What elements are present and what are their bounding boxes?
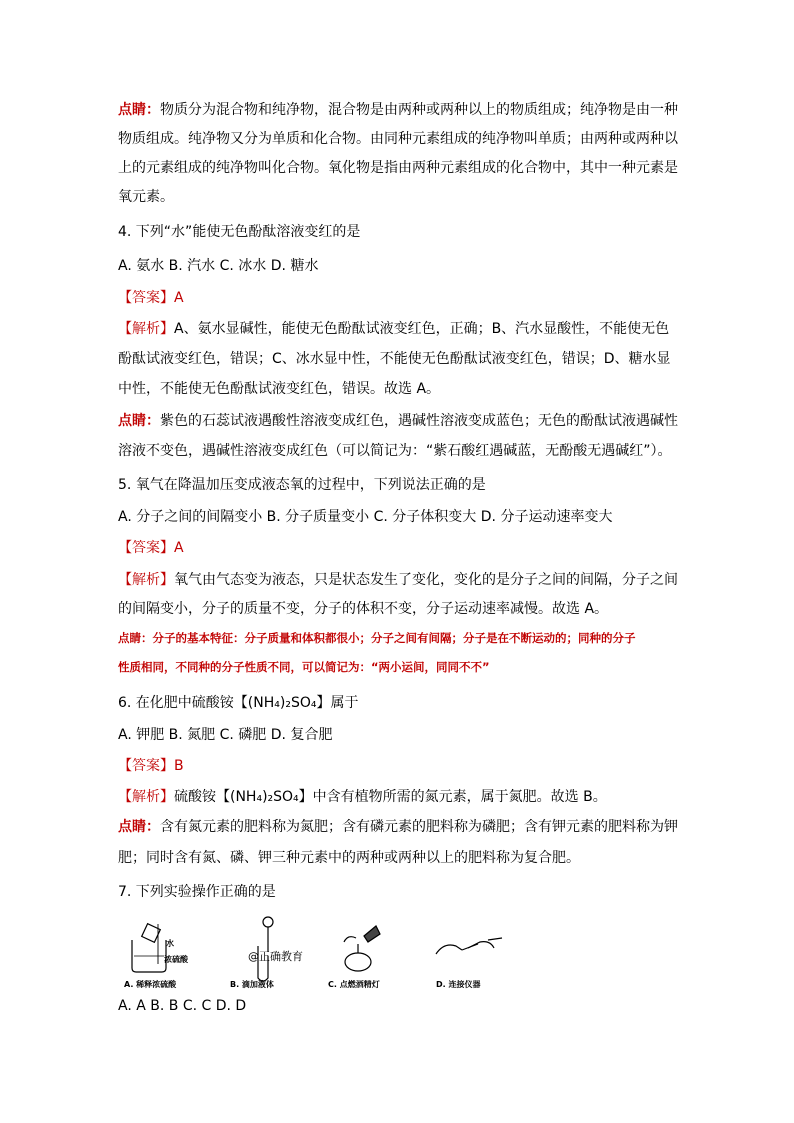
text-span: 7. 下列实验操作正确的是 — [118, 884, 276, 900]
text-span: 【答案】A — [118, 540, 184, 556]
text-span: 【答案】B — [118, 758, 184, 774]
text-line — [118, 882, 276, 902]
text-span: 物质组成。纯净物又分为单质和化合物。由同种元素组成的纯净物叫单质；由两种或两种以 — [118, 131, 678, 147]
figure-a-dilute-acid — [132, 924, 166, 972]
text-span: A. A B. B C. C D. D — [118, 998, 247, 1014]
text-span: 物质分为混合物和纯净物，混合物是由两种或两种以上的物质组成；纯净物是由一种 — [160, 102, 678, 118]
text-span: 性质相同，不同种的分子性质不同，可以简记为：“两小运间，同同不不” — [118, 660, 490, 674]
text-line — [118, 158, 678, 178]
text-span: 【解析】 — [118, 321, 174, 337]
text-line — [118, 100, 678, 120]
text-line — [118, 657, 490, 677]
text-line — [118, 507, 612, 527]
text-span: 肥；同时含有氮、磷、钾三种元素中的两种或两种以上的肥料称为复合肥。 — [118, 850, 580, 866]
text-span: 含有氮元素的肥料称为氮肥；含有磷元素的肥料称为磷肥；含有钾元素的肥料称为钾 — [160, 819, 678, 835]
text-line — [118, 570, 678, 590]
text-span: 硫酸铵【(NH₄)₂SO₄】中含有植物所需的氮元素，属于氮肥。故选 B。 — [174, 789, 607, 805]
text-line — [118, 996, 246, 1016]
text-span: 氧气由气态变为液态，只是状态发生了变化，变化的是分子之间的间隔，分子之间 — [174, 572, 678, 588]
text-span: 【答案】A — [118, 290, 184, 306]
text-span: 点睛：分子的基本特征：分子质量和体积都很小；分子之间有间隔；分子是在不断运动的；同种的分子 — [118, 631, 636, 645]
text-line — [118, 628, 636, 648]
caption-a: A. 稀释浓硫酸 — [124, 980, 177, 989]
text-line — [118, 693, 358, 713]
text-span: 中性，不能使无色酚酞试液变红色，错误。故选 A。 — [118, 381, 441, 397]
figure-b-drip — [258, 917, 273, 981]
text-span: A. 氨水 B. 汽水 C. 冰水 D. 糖水 — [118, 258, 319, 274]
text-span: A. 钾肥 B. 氮肥 C. 磷肥 D. 复合肥 — [118, 727, 333, 743]
text-span: 酚酞试液变红色，错误；C、冰水显中性，不能使无色酚酞试液变红色，错误；D、糖水显 — [118, 351, 671, 367]
text-span: A. 分子之间的间隔变小 B. 分子质量变小 C. 分子体积变大 D. 分子运动速率变大 — [118, 509, 613, 525]
text-line — [118, 256, 318, 276]
figure-d-connect — [436, 938, 502, 954]
text-span: 点睛： — [118, 102, 160, 118]
text-line — [118, 222, 360, 242]
text-line — [118, 129, 678, 149]
text-span: 的间隔变小，分子的质量不变，分子的体积不变，分子运动速率减慢。故选 A。 — [118, 601, 609, 617]
text-span: 【解析】 — [118, 789, 174, 805]
text-line — [118, 441, 672, 461]
text-line — [118, 349, 671, 369]
experiment-figure — [118, 912, 508, 990]
text-span: 【解析】 — [118, 572, 174, 588]
text-line — [118, 288, 184, 308]
text-line — [118, 756, 184, 776]
text-line — [118, 787, 607, 807]
text-span: 点睛： — [118, 819, 160, 835]
watermark-text: @正确教育 — [248, 950, 303, 963]
text-span: 5. 氧气在降温加压变成液态氧的过程中，下列说法正确的是 — [118, 477, 486, 493]
text-line — [118, 411, 678, 431]
text-line — [118, 187, 174, 207]
text-span: 上的元素组成的纯净物叫化合物。氧化物是指由两种元素组成的化合物中，其中一种元素是 — [118, 160, 678, 176]
caption-c: C. 点燃酒精灯 — [328, 980, 380, 989]
text-span: 溶液不变色，遇碱性溶液变成红色（可以简记为：“紫石酸红遇碱蓝，无酚酸无遇碱红”）。 — [118, 443, 672, 459]
text-line — [118, 538, 184, 558]
text-line — [118, 599, 608, 619]
figure-c-lamp — [344, 926, 380, 971]
caption-d: D. 连接仪器 — [436, 980, 481, 989]
text-line — [118, 475, 486, 495]
text-span: 紫色的石蕊试液遇酸性溶液变成红色，遇碱性溶液变成蓝色；无色的酚酞试液遇碱性 — [160, 413, 678, 429]
text-span: 6. 在化肥中硫酸铵【(NH₄)₂SO₄】属于 — [118, 695, 359, 711]
text-line — [118, 848, 580, 868]
text-span: 4. 下列“水”能使无色酚酞溶液变红的是 — [118, 224, 361, 240]
text-span: 氧元素。 — [118, 189, 174, 205]
caption-b: B. 滴加液体 — [230, 980, 274, 989]
text-span: A、氨水显碱性，能使无色酚酞试液变红色，正确；B、汽水显酸性，不能使无色 — [174, 321, 670, 337]
text-line — [118, 725, 332, 745]
text-line — [118, 379, 440, 399]
figure-water-label: 水 — [166, 939, 174, 948]
text-span: 点睛： — [118, 413, 160, 429]
text-line — [118, 817, 678, 837]
figure-acid-label: 浓硫酸 — [164, 955, 188, 964]
text-line — [118, 319, 669, 339]
